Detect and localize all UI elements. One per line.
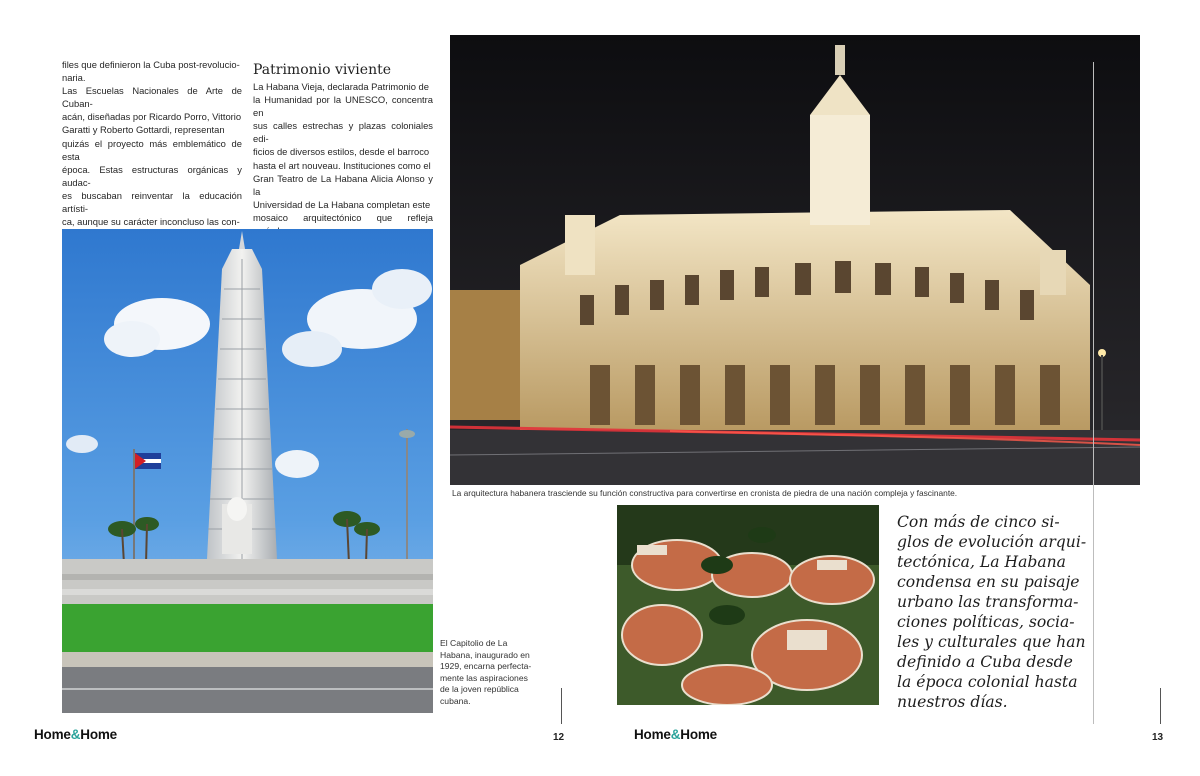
logo-word: Home bbox=[634, 727, 671, 742]
pull-quote-line: Con más de cinco si- bbox=[897, 513, 1060, 531]
body-line: Las Escuelas Nacionales de Arte de Cuban- bbox=[62, 85, 242, 110]
pull-quote-line: urbano las transforma- bbox=[897, 593, 1079, 611]
body-column-1 bbox=[62, 58, 242, 254]
pull-quote-line: definido a Cuba desde bbox=[897, 653, 1073, 671]
logo-ampersand: & bbox=[670, 727, 681, 742]
caption-line: El Capitolio de La bbox=[440, 638, 508, 648]
caption-line: mente las aspiraciones bbox=[440, 672, 528, 683]
pull-quote bbox=[897, 512, 1087, 712]
caption-line: Habana, inaugurado en bbox=[440, 649, 530, 660]
capitol-caption bbox=[440, 638, 548, 708]
theater-caption: La arquitectura habanera trasciende su función constructiva para convertirse en cronista de piedra de una nación compleja y fascinante. bbox=[452, 488, 958, 498]
body-line: es buscaban reinventar la educación artísti- bbox=[62, 189, 242, 215]
pull-quote-line: nuestros días. bbox=[897, 693, 1008, 711]
magazine-logo bbox=[634, 727, 717, 742]
body-line: hasta el art nouveau. Instituciones como el bbox=[253, 159, 431, 171]
logo-word: Home bbox=[80, 727, 117, 742]
body-line: quizás el proyecto más emblemático de esta bbox=[62, 137, 242, 162]
body-line: La Habana Vieja, declarada Patrimonio de bbox=[253, 81, 429, 92]
caption-line: 1929, encarna perfecta- bbox=[440, 661, 532, 672]
gran-teatro-photo bbox=[450, 35, 1140, 485]
pull-quote-line: ciones políticas, socia- bbox=[897, 613, 1075, 631]
logo-word: Home bbox=[680, 727, 717, 742]
pull-quote-line: la época colonial hasta bbox=[897, 673, 1078, 691]
body-line: Gran Teatro de La Habana Alicia Alonso y la bbox=[253, 172, 433, 197]
body-line: Universidad de La Habana completan este bbox=[253, 198, 431, 210]
pull-quote-line: tectónica, La Habana bbox=[897, 553, 1066, 571]
divider-line bbox=[561, 688, 562, 724]
magazine-logo bbox=[34, 727, 117, 742]
caption-line: cubana. bbox=[440, 695, 471, 706]
body-line: files que definieron la Cuba post-revolucio- bbox=[62, 59, 240, 70]
body-line: época. Estas estructuras orgánicas y audac- bbox=[62, 163, 242, 188]
body-line: naria. bbox=[62, 72, 86, 84]
body-line: Garatti y Roberto Gottardi, representan bbox=[62, 124, 225, 136]
page-number: 12 bbox=[553, 732, 565, 743]
section-subheading: Patrimonio viviente bbox=[253, 62, 391, 78]
body-line: ficios de diversos estilos, desde el barroco bbox=[253, 146, 430, 158]
pull-quote-line: les y culturales que han bbox=[897, 633, 1086, 651]
caption-line: de la joven república bbox=[440, 684, 519, 695]
divider-line bbox=[1160, 688, 1161, 724]
logo-word: Home bbox=[34, 727, 71, 742]
body-line: la Humanidad por la UNESCO, concentra en bbox=[253, 94, 433, 119]
memorial-tower-photo bbox=[62, 229, 433, 713]
divider-line bbox=[1093, 62, 1094, 724]
body-line: mosaico arquitectónico que refleja bbox=[253, 211, 433, 223]
logo-ampersand: & bbox=[70, 727, 81, 742]
body-line: ca, aunque su carácter inconcluso las con- bbox=[62, 216, 240, 228]
body-line: acán, diseñadas por Ricardo Porro, Vittorio bbox=[62, 111, 242, 123]
pull-quote-line: condensa en su paisaje bbox=[897, 573, 1080, 591]
art-schools-photo bbox=[617, 505, 879, 705]
page-number: 13 bbox=[1152, 732, 1164, 743]
pull-quote-line: glos de evolución arqui- bbox=[897, 533, 1087, 551]
body-line: sus calles estrechas y plazas coloniales edi- bbox=[253, 120, 433, 145]
